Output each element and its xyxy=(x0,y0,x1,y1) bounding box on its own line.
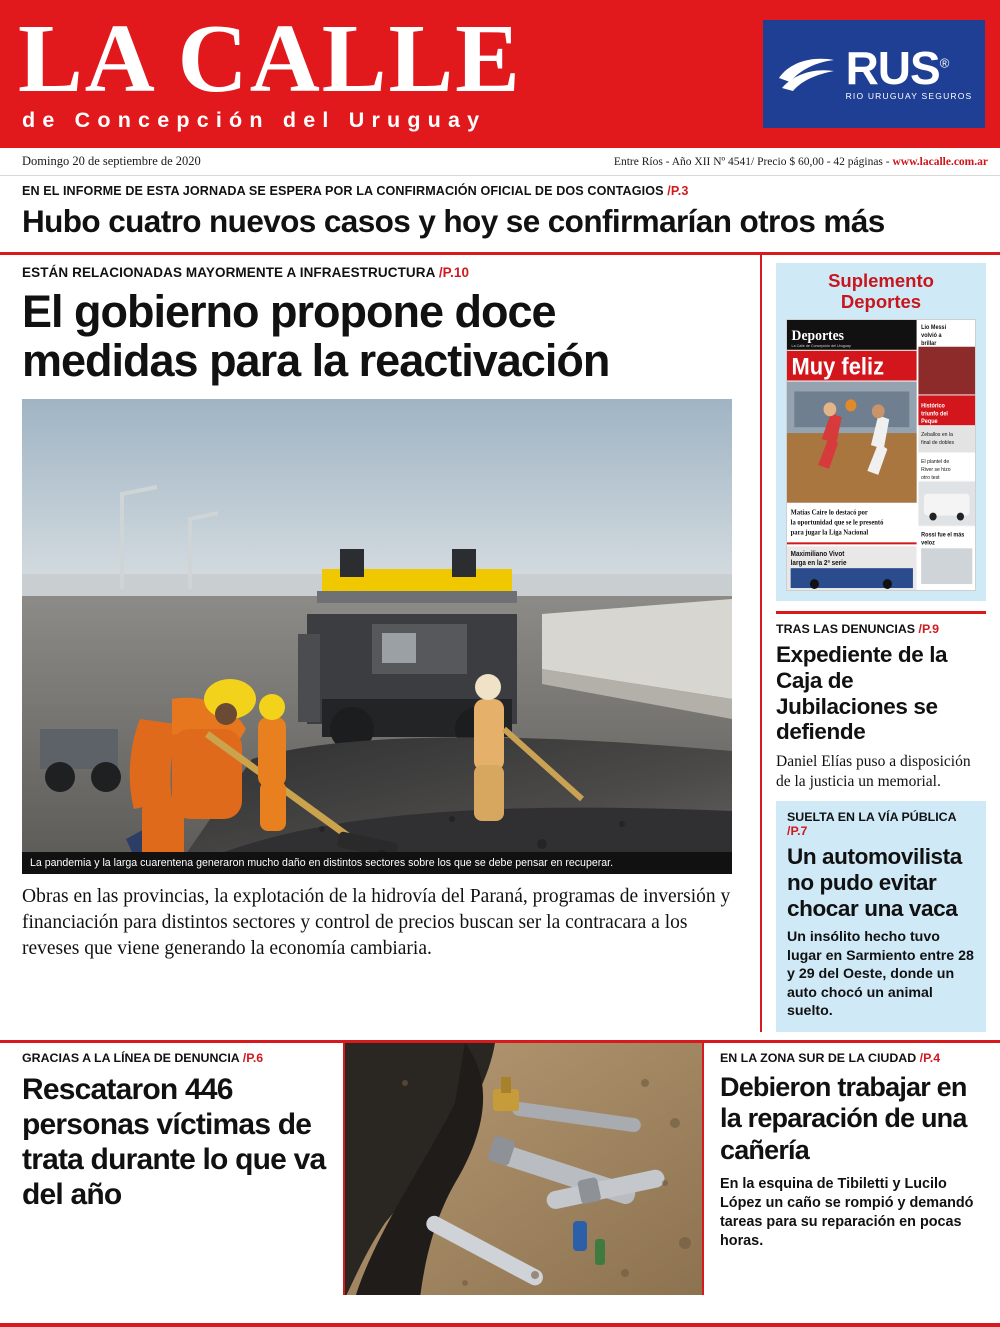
pipe-repair-photo-illustration xyxy=(345,1043,702,1295)
bottom-story-right[interactable] xyxy=(702,1043,1000,1295)
rus-ad-box[interactable] xyxy=(763,20,985,128)
masthead xyxy=(0,0,1000,148)
lead-headline-line-1: El gobierno propone doce xyxy=(22,286,556,337)
svg-text:Muy feliz: Muy feliz xyxy=(791,353,885,381)
svg-text:final de dobles: final de dobles xyxy=(921,440,955,447)
main-content-grid xyxy=(0,252,1000,1032)
rus-tagline: RIO URUGUAY SEGUROS xyxy=(845,91,973,102)
sidebar-story-1-summary: Daniel Elías puso a disposición de la justicia un memorial. xyxy=(776,753,971,790)
website-url[interactable]: www.lacalle.com.ar xyxy=(892,155,988,168)
newspaper-subtitle: de Concepción del Uruguay xyxy=(22,107,487,132)
svg-text:otro test: otro test xyxy=(921,475,940,482)
sidebar-story-2-headline[interactable]: Un automovilista no pudo evitar chocar una vaca xyxy=(787,844,962,921)
bottom-story-left[interactable] xyxy=(0,1043,345,1295)
svg-text:Rossi fue el más: Rossi fue el más xyxy=(921,532,965,539)
sidebar-story-1-headline[interactable]: Expediente de la Caja de Jubilaciones se defiende xyxy=(776,642,948,745)
svg-text:Zeballos en la: Zeballos en la xyxy=(921,432,953,439)
sidebar-story-2-page-ref: /P.7 xyxy=(787,824,808,839)
svg-text:El plantel de: El plantel de xyxy=(921,459,950,466)
svg-text:Maximiliano Vivot: Maximiliano Vivot xyxy=(790,551,845,559)
sidebar-story-1-kicker: TRAS LAS DENUNCIAS /P.9 xyxy=(776,622,939,637)
bottom-right-headline[interactable]: Debieron trabajar en la reparación de una cañería xyxy=(720,1071,967,1165)
svg-text:Lio Messi: Lio Messi xyxy=(921,325,947,332)
sidebar-story-1[interactable] xyxy=(776,622,986,791)
svg-text:River se hizo: River se hizo xyxy=(921,467,951,474)
worker-mid xyxy=(258,694,286,831)
bottom-center-photo xyxy=(345,1043,702,1295)
newspaper-title: LA CALLE xyxy=(18,5,522,113)
top-banner-story[interactable] xyxy=(0,176,1000,246)
rus-brand: RUS® xyxy=(845,41,949,94)
sidebar-story-2-kicker: SUELTA EN LA VÍA PÚBLICA /P.7 xyxy=(787,810,957,839)
svg-text:para jugar la Liga Nacional: para jugar la Liga Nacional xyxy=(790,529,869,537)
sidebar-column xyxy=(762,255,1000,1032)
top-banner-kicker: EN EL INFORME DE ESTA JORNADA SE ESPERA POR LA CONFIRMACIÓN OFICIAL DE DOS CONTAGIOS /P.3 xyxy=(22,184,689,198)
bottom-right-summary: En la esquina de Tibiletti y Lucilo López un caño se rompió y demandó tareas para su reparación en pocas horas. xyxy=(720,1176,974,1250)
lead-headline-line-2: medidas para la reactivación xyxy=(22,334,610,386)
publication-date: Domingo 20 de septiembre de 2020 xyxy=(22,154,201,168)
svg-text:Peque: Peque xyxy=(921,419,938,426)
sidebar-story-1-page-ref: /P.9 xyxy=(918,622,939,637)
bottom-left-page-ref: /P.6 xyxy=(242,1050,264,1065)
top-banner-page-ref: /P.3 xyxy=(667,184,689,198)
sidebar-story-2-summary: Un insólito hecho tuvo lugar en Sarmiento entre 28 y 29 del Oeste, donde un auto chocó un animal suelto. xyxy=(787,929,974,1020)
bottom-left-kicker: GRACIAS A LA LÍNEA DE DENUNCIA /P.6 xyxy=(22,1050,264,1065)
bottom-rule xyxy=(0,1323,1000,1327)
masthead-logo-area xyxy=(0,0,748,148)
svg-text:larga en la 2ª serie: larga en la 2ª serie xyxy=(790,560,847,568)
svg-text:brillar: brillar xyxy=(921,341,937,348)
svg-text:la oportunidad que se le prese: la oportunidad que se le presentó xyxy=(790,519,884,528)
lead-story-headline[interactable] xyxy=(22,288,744,385)
lead-story-kicker: ESTÁN RELACIONADAS MAYORMENTE A INFRAESTRUCTURA /P.10 xyxy=(22,265,470,280)
advertisement-rus[interactable] xyxy=(748,0,1000,148)
sidebar-story-2[interactable] xyxy=(776,801,986,1031)
lead-story-body: Obras en las provincias, la explotación de la hidrovía del Paraná, programas de inversión y financiación para distintos sectores y control de precios buscan ser la contracara a los reveses que viene generando la economía cambiaria. xyxy=(22,886,731,960)
svg-text:Deportes: Deportes xyxy=(791,327,845,345)
edition-details: Entre Ríos - Año XII Nº 4541/ Precio $ 60,00 - 42 páginas - xyxy=(613,155,890,168)
top-banner-headline[interactable]: Hubo cuatro nuevos casos y hoy se confirmarían otros más xyxy=(22,203,885,239)
sidebar-divider-1 xyxy=(776,611,986,614)
svg-text:Matías Caire lo destacó por: Matías Caire lo destacó por xyxy=(790,509,868,518)
registered-mark-icon: ® xyxy=(939,55,949,71)
lead-story-photo xyxy=(22,399,732,874)
rus-text-block xyxy=(845,41,973,102)
supplement-cover-thumbnail[interactable] xyxy=(786,319,976,591)
svg-text:triunfo del: triunfo del xyxy=(921,411,948,418)
svg-text:volvió a: volvió a xyxy=(921,333,942,340)
edition-info xyxy=(614,156,988,168)
rus-logo-icon xyxy=(776,48,838,100)
road-paving-photo-illustration xyxy=(22,399,732,874)
date-bar xyxy=(0,148,1000,176)
lead-story-page-ref: /P.10 xyxy=(438,265,470,280)
lead-story-column xyxy=(0,255,762,1032)
svg-text:La Calle de Concepción del Uru: La Calle de Concepción del Uruguay xyxy=(791,344,851,349)
bottom-right-kicker: EN LA ZONA SUR DE LA CIUDAD /P.4 xyxy=(720,1050,941,1065)
bottom-right-page-ref: /P.4 xyxy=(919,1050,941,1065)
bottom-left-headline[interactable]: Rescataron 446 personas víctimas de trata durante lo que va del año xyxy=(22,1072,326,1211)
bottom-stories-grid xyxy=(0,1040,1000,1295)
svg-text:veloz: veloz xyxy=(921,540,935,547)
supplement-cover-illustration xyxy=(787,320,975,590)
lead-photo-caption: La pandemia y la larga cuarentena generaron mucho daño en distintos sectores sobre los que se debe pensar en recuperar. xyxy=(22,852,732,874)
supplement-title: Suplemento Deportes xyxy=(828,270,934,312)
svg-text:Histórico: Histórico xyxy=(921,403,945,410)
sports-supplement-promo[interactable] xyxy=(776,263,986,601)
